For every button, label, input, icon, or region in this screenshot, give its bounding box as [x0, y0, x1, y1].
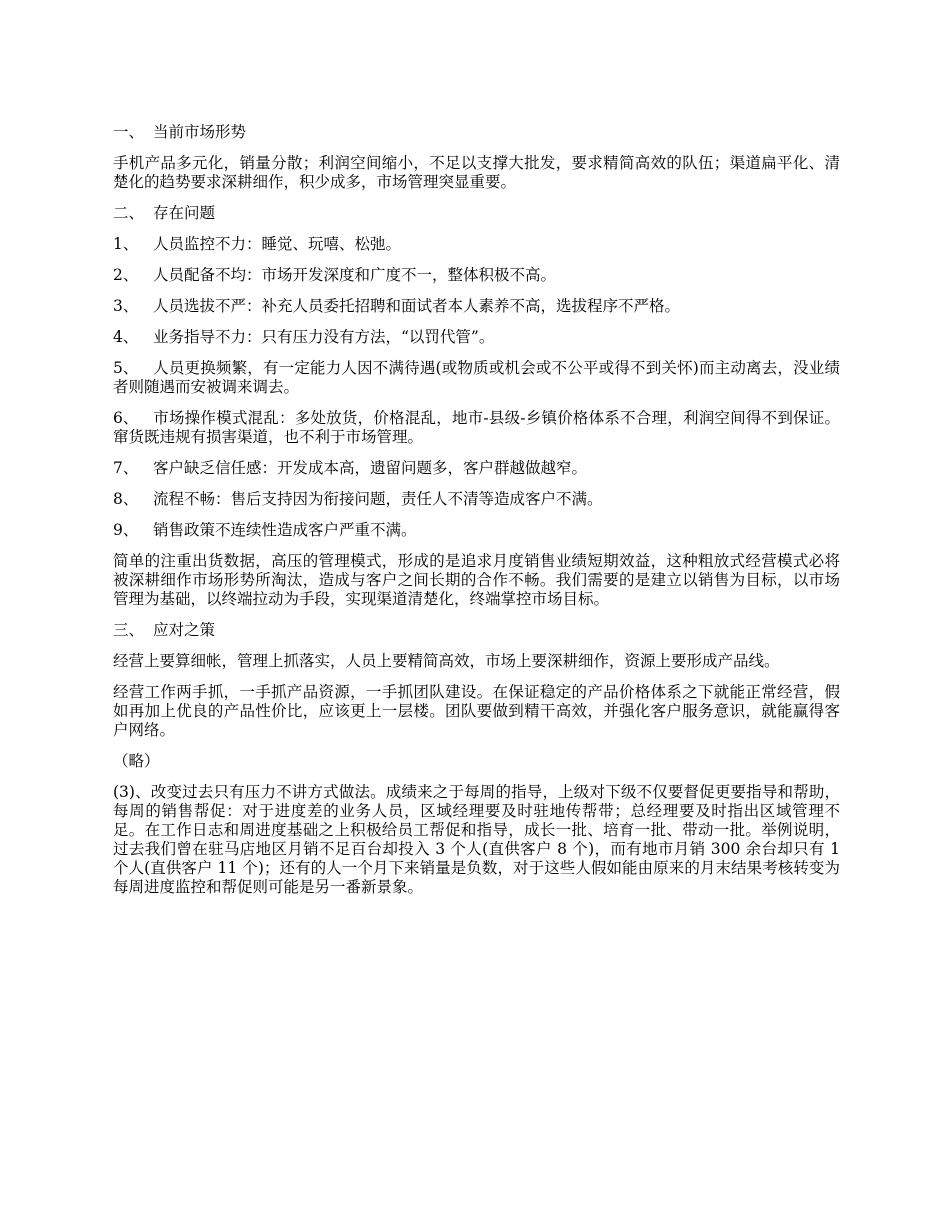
list-item-1	[113, 235, 840, 254]
item-text: 人员配备不均：市场开发深度和广度不一，整体积极不高。	[153, 266, 557, 284]
list-item-3	[113, 297, 840, 316]
item-number: 8、	[113, 490, 139, 508]
item-number: 5、	[113, 359, 139, 377]
list-item-5	[113, 359, 840, 397]
item-number: 6、	[113, 409, 139, 427]
item-number: 4、	[113, 328, 139, 346]
paragraph-market-situation: 手机产品多元化，销量分散；利润空间缩小，不足以支撑大批发，要求精简高效的队伍；渠道扁平化、清楚化的趋势要求深耕细作，积少成多，市场管理突显重要。	[113, 154, 840, 191]
list-item-8	[113, 490, 840, 509]
item-text: 客户缺乏信任感：开发成本高，遗留问题多，客户群越做越窄。	[153, 459, 588, 477]
paragraph-strategy-1: 经营上要算细帐，管理上抓落实，人员上要精简高效，市场上要深耕细作，资源上要形成产品线。	[113, 652, 780, 670]
item-text: 流程不畅：售后支持因为衔接问题，责任人不清等造成客户不满。	[153, 490, 603, 508]
item-number: 2、	[113, 266, 139, 284]
heading-text: 当前市场形势	[153, 123, 247, 141]
item-number: 3、	[113, 297, 139, 315]
heading-number: 三、	[113, 621, 145, 639]
paragraph-strategy-3: (3)、改变过去只有压力不讲方式做法。成绩来之于每周的指导，上级对下级不仅要督促更要指导和帮助，每周的销售帮促：对于进度差的业务人员，区域经理要及时驻地传帮带；总经理要及时指出区域管理不足。在工作日志和周进度基础之上积极给员工帮促和指导，成长一批、培育一批、带动一批。举例说明，过去我们曾在驻马店地区月销不足百台却投入 3 个人(直供客户 8 个)，而有地市月销 300 余台却只有 1 个人(直供客户 11 个)；还有的人一个月下来销量是负数，对于这些人假如能由原来的月末结果考核转变为每周进度监控和帮促则可能是另一番新景象。	[113, 783, 840, 896]
list-item-2	[113, 266, 840, 285]
section-heading-1	[113, 123, 840, 142]
section-heading-3	[113, 621, 840, 640]
item-text: 人员监控不力：睡觉、玩嘻、松弛。	[153, 235, 402, 253]
item-text: 市场操作模式混乱：多处放货，价格混乱，地市-县级-乡镇价格体系不合理，利润空间得不到保证。窜货既违规有损害渠道，也不利于市场管理。	[113, 409, 840, 446]
list-item-4	[113, 328, 840, 347]
item-text: 销售政策不连续性造成客户严重不满。	[153, 521, 417, 539]
list-item-6	[113, 409, 840, 447]
heading-number: 二、	[113, 204, 145, 222]
item-text: 人员选拔不严：补充人员委托招聘和面试者本人素养不高，选拔程序不严格。	[153, 297, 681, 315]
heading-number: 一、	[113, 123, 145, 141]
paragraph-summary: 简单的注重出货数据，高压的管理模式，形成的是追求月度销售业绩短期效益，这种粗放式经营模式必将被深耕细作市场形势所淘汰，造成与客户之间长期的合作不畅。我们需要的是建立以销售为目标，以市场管理为基础，以终端拉动为手段，实现渠道清楚化，终端掌控市场目标。	[113, 552, 840, 608]
paragraph-omitted: （略）	[113, 752, 160, 770]
item-number: 7、	[113, 459, 139, 477]
list-item-7	[113, 459, 840, 478]
item-text: 人员更换频繁，有一定能力人因不满待遇(或物质或机会或不公平或得不到关怀)而主动离去，没业绩者则随遇而安被调来调去。	[113, 359, 840, 396]
list-item-9	[113, 521, 840, 540]
item-text: 业务指导不力：只有压力没有方法，“以罚代管”。	[153, 328, 495, 346]
document-page	[113, 123, 840, 909]
section-heading-2	[113, 204, 840, 223]
item-number: 9、	[113, 521, 139, 539]
paragraph-strategy-2: 经营工作两手抓，一手抓产品资源，一手抓团队建设。在保证稳定的产品价格体系之下就能正常经营，假如再加上优良的产品性价比，应该更上一层楼。团队要做到精干高效，并强化客户服务意识，就能赢得客户网络。	[113, 683, 840, 739]
heading-text: 存在问题	[153, 204, 216, 222]
item-number: 1、	[113, 235, 139, 253]
heading-text: 应对之策	[153, 621, 216, 639]
